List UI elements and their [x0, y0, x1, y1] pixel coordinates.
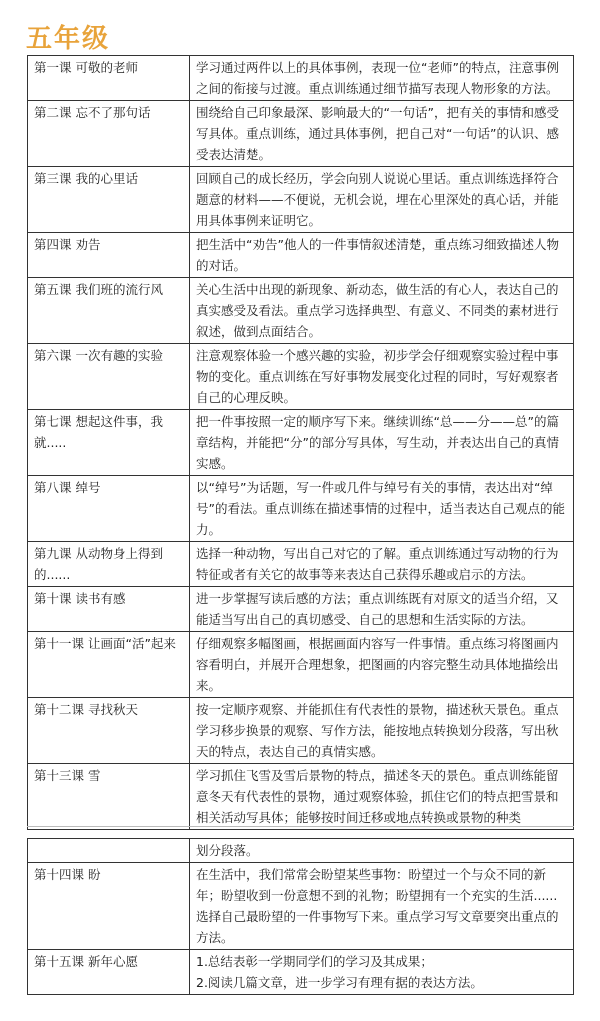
lesson-title-cell: 第九课 从动物身上得到的......	[28, 542, 190, 587]
lesson-description-cell: 划分段落。	[190, 839, 574, 863]
lesson-description-cell: 学习抓住飞雪及雪后景物的特点，描述冬天的景色。重点训练能留意冬天有代表性的景物，通过观察体验，抓住它们的特点把雪景和相关活动写具体；能够按时间迁移或地点转换或景物的种类	[190, 764, 574, 830]
lesson-title-cell: 第四课 劝告	[28, 233, 190, 278]
lesson-row	[28, 587, 574, 632]
lesson-description-cell: 仔细观察多幅图画，根据画面内容写一件事情。重点练习将图画内容看明白，并展开合理想象，把图画的内容完整生动具体地描绘出来。	[190, 632, 574, 698]
lesson-description-cell: 回顾自己的成长经历，学会向别人说说心里话。重点训练选择符合题意的材料——不便说，无机会说，埋在心里深处的真心话，并能用具体事例来证明它。	[190, 167, 574, 233]
lesson-description-cell: 选择一种动物，写出自己对它的了解。重点训练通过写动物的行为特征或者有关它的故事等来表达自己获得乐趣或启示的方法。	[190, 542, 574, 587]
lesson-description-cell: 注意观察体验一个感兴趣的实验，初步学会仔细观察实验过程中事物的变化。重点训练在写好事物发展变化过程的同时，写好观察者自己的心理反映。	[190, 344, 574, 410]
lesson-row	[28, 344, 574, 410]
lesson-row	[28, 476, 574, 542]
lesson-description-cell: 关心生活中出现的新现象、新动态，做生活的有心人，表达自己的真实感受及看法。重点学习选择典型、有意义、不同类的素材进行叙述，做到点面结合。	[190, 278, 574, 344]
lesson-title-cell: 第十四课 盼	[28, 863, 190, 950]
lesson-row	[28, 632, 574, 698]
lesson-title-cell: 第七课 想起这件事，我就.....	[28, 410, 190, 476]
lesson-row	[28, 233, 574, 278]
lesson-row	[28, 839, 574, 863]
lesson-title-cell: 第十五课 新年心愿	[28, 950, 190, 995]
lesson-table-part-2	[27, 838, 574, 995]
lesson-description-cell: 1.总结表彰一学期同学们的学习及其成果； 2.阅读几篇文章，进一步学习有理有据的表达方法。	[190, 950, 574, 995]
lesson-row	[28, 278, 574, 344]
lesson-description-cell: 进一步掌握写读后感的方法；重点训练既有对原文的适当介绍，又能适当写出自己的真切感受、自己的思想和生活实际的方法。	[190, 587, 574, 632]
lesson-row	[28, 863, 574, 950]
page-break-divider	[27, 826, 574, 827]
lesson-title-cell: 第八课 绰号	[28, 476, 190, 542]
lesson-title-cell: 第五课 我们班的流行风	[28, 278, 190, 344]
lesson-table-part-1	[27, 55, 574, 830]
lesson-row	[28, 542, 574, 587]
lesson-row	[28, 167, 574, 233]
lesson-row	[28, 101, 574, 167]
lesson-title-cell: 第一课 可敬的老师	[28, 56, 190, 101]
lesson-description-cell: 把一件事按照一定的顺序写下来。继续训练“总——分——总”的篇章结构，并能把“分”的部分写具体，写生动，并表达出自己的真情实感。	[190, 410, 574, 476]
lesson-title-cell: 第六课 一次有趣的实验	[28, 344, 190, 410]
lesson-title-cell: 第十课 读书有感	[28, 587, 190, 632]
lesson-description-cell: 在生活中，我们常常会盼望某些事物：盼望过一个与众不同的新年；盼望收到一份意想不到的礼物；盼望拥有一个充实的生活......选择自己最盼望的一件事物写下来。重点学习写文章要突出重点的方法。	[190, 863, 574, 950]
lesson-title-cell: 第二课 忘不了那句话	[28, 101, 190, 167]
lesson-row	[28, 764, 574, 830]
lesson-title-cell	[28, 839, 190, 863]
lesson-row	[28, 950, 574, 995]
lesson-description-cell: 按一定顺序观察、并能抓住有代表性的景物，描述秋天景色。重点学习移步换景的观察、写作方法，能按地点转换划分段落，写出秋天的特点，表达自己的真情实感。	[190, 698, 574, 764]
lesson-description-cell: 围绕给自己印象最深、影响最大的“一句话”，把有关的事情和感受写具体。重点训练，通过具体事例，把自己对“一句话”的认识、感受表达清楚。	[190, 101, 574, 167]
lesson-description-cell: 学习通过两件以上的具体事例，表现一位“老师”的特点，注意事例之间的衔接与过渡。重点训练通过细节描写表现人物形象的方法。	[190, 56, 574, 101]
lesson-row	[28, 698, 574, 764]
lesson-title-cell: 第十二课 寻找秋天	[28, 698, 190, 764]
lesson-description-cell: 把生活中“劝告”他人的一件事情叙述清楚，重点练习细致描述人物的对话。	[190, 233, 574, 278]
grade-title: 五年级	[26, 24, 111, 54]
lesson-title-cell: 第十一课 让画面“活”起来	[28, 632, 190, 698]
lesson-title-cell: 第三课 我的心里话	[28, 167, 190, 233]
lesson-description-cell: 以“绰号”为话题，写一件或几件与绰号有关的事情，表达出对“绰号”的看法。重点训练在描述事情的过程中，适当表达自己观点的能力。	[190, 476, 574, 542]
lesson-row	[28, 56, 574, 101]
lesson-row	[28, 410, 574, 476]
lesson-title-cell: 第十三课 雪	[28, 764, 190, 830]
